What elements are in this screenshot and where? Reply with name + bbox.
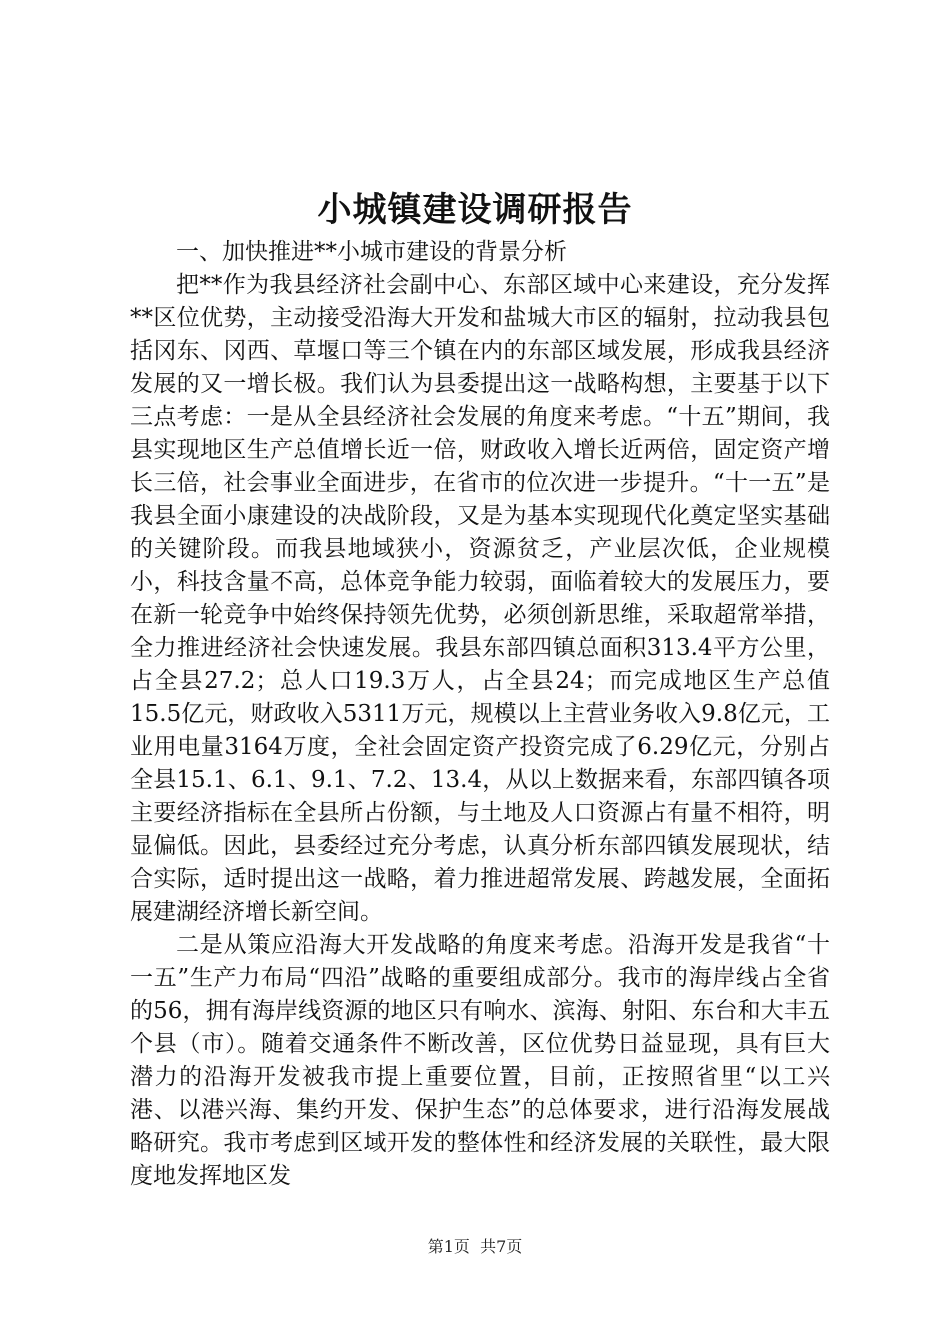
section-heading: 一、加快推进**小城市建设的背景分析: [176, 239, 567, 265]
page-footer: [0, 1235, 950, 1259]
body-paragraph: 二是从策应沿海大开发战略的角度来考虑。沿海开发是我省“十一五”生产力布局“四沿”战略的重要组成部分。我市的海岸线占全省的56，拥有海岸线资源的地区只有响水、滨海、射阳、东台和大丰五个县（市）。随着交通条件不断改善，区位优势日益显现，具有巨大潜力的沿海开发被我市提上重要位置，目前，正按照省里“以工兴港、以港兴海、集约开发、保护生态”的总体要求，进行沿海发展战略研究。我市考虑到区域开发的整体性和经济发展的关联性，最大限度地发挥地区发: [130, 932, 830, 1189]
document-title: 小城镇建设调研报告: [317, 190, 633, 230]
page-number: 第1页 共7页: [427, 1237, 523, 1256]
body-paragraph: 把**作为我县经济社会副中心、东部区域中心来建设，充分发挥**区位优势，主动接受沿海大开发和盐城大市区的辐射，拉动我县包括冈东、冈西、草堰口等三个镇在内的东部区域发展，形成我县经济发展的又一增长极。我们认为县委提出这一战略构想，主要基于以下三点考虑：一是从全县经济社会发展的角度来考虑。“十五”期间，我县实现地区生产总值增长近一倍，财政收入增长近两倍，固定资产增长三倍，社会事业全面进步，在省市的位次进一步提升。“十一五”是我县全面小康建设的决战阶段，又是为基本实现现代化奠定坚实基础的关键阶段。而我县地域狭小，资源贫乏，产业层次低，企业规模小，科技含量不高，总体竞争能力较弱，面临着较大的发展压力，要在新一轮竞争中始终保持领先优势，必须创新思维，采取超常举措，全力推进经济社会快速发展。我县东部四镇总面积313.4平方公里，占全县27.2；总人口19.3万人，占全县24；而完成地区生产总值15.5亿元，财政收入5311万元，规模以上主营业务收入9.8亿元，工业用电量3164万度，全社会固定资产投资完成了6.29亿元，分别占全县15.1、6.1、9.1、7.2、13.4，从以上数据来看，东部四镇各项主要经济指标在全县所占份额，与土地及人口资源占有量不相符，明显偏低。因此，县委经过充分考虑，认真分析东部四镇发展现状，结合实际，适时提出这一战略，着力推进超常发展、跨越发展，全面拓展建湖经济增长新空间。: [130, 272, 830, 925]
document-body: [130, 236, 830, 1193]
